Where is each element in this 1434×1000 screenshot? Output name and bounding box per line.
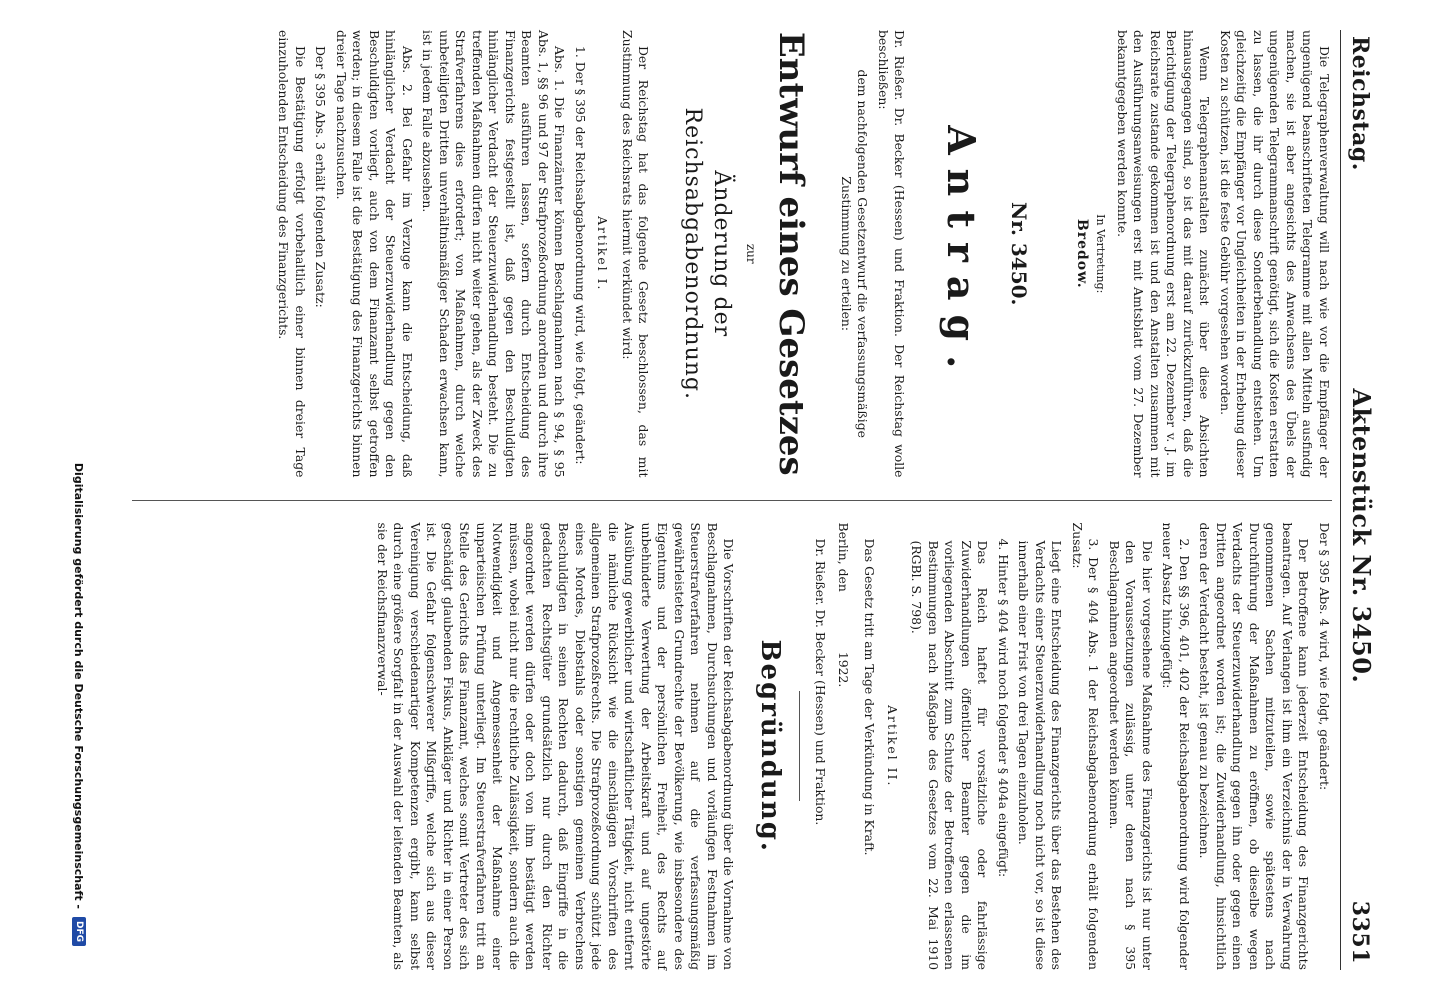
preamble: Der Reichstag hat das folgende Gesetz beschlossen, das mit Zustimmung des Reichsrats hiermit verkündet wird:	[619, 30, 652, 478]
paragraph-abs3-intro: Der § 395 Abs. 3 erhält folgenden Zusatz:	[313, 46, 329, 308]
paragraph-abs3: Die Bestätigung erfolgt vorbehaltlich einer binnen dreier Tage einzuholenden Entscheidung des Finanzgerichts.	[276, 30, 308, 478]
motion-text: Dr. Rießer. Dr. Becker (Hessen) und Fraktion. Der Reichstag wolle beschließen:	[875, 30, 908, 478]
list-item: 3. Der § 404 Abs. 1 der Reichsabgabenordnung erhält folgenden Zusatz:	[1070, 522, 1102, 970]
list-item: 2. Den §§ 396, 401, 402 der Reichsabgabenordnung wird folgender neuer Absatz hinzugefügt:	[1160, 522, 1192, 970]
header-center: Aktenstück Nr. 3450.	[1347, 388, 1376, 684]
list-item: 1. Der § 395 der Reichsabgabenordnung wird, wie folgt, geändert:	[572, 46, 588, 465]
article-heading: Artikel I.	[595, 216, 611, 292]
year: 1922.	[836, 651, 851, 688]
begruendung-heading: Begründung.	[755, 639, 785, 853]
left-column	[132, 30, 1332, 478]
dfg-logo: DFG	[72, 917, 86, 946]
digitization-note	[72, 6, 86, 946]
list-item-text: Das Reich haftet für vorsätzliche oder fahrlässige Zuwiderhandlungen öffentlicher Beamter gegen die im vorliegenden Abschnitt zum Schutze der Betroffenen erlassenen Bestimmungen nach Maßgabe des Gesetzes vom 22. Mai 1910 (RGBl. S. 798).	[909, 540, 991, 970]
paragraph: Die Vorschriften der Reichsabgabenordnung über die Vornahme von Beschlagnahmen, Durchsuchungen und vorläufigen Festnahmen im Steuerstrafverfahren nehmen auf die verfassungsmäßig gewährleisteten Grundrechte der Bevölkerung, wie insbesondere des Eigentums und der persönlichen Freiheit, des Rechts auf unbehinderte Verwertung der Arbeitskraft und auf ungestörte Ausübung gewerblicher und wirtschaftlicher Tätigkeit, nicht entfernt die nämliche Rücksicht wie die einschlägigen Vorschriften des allgemeinen Strafprozeßrechts. Die Strafprozeßordnung schützt jede eines Mordes, Diebstahls oder sonstigen gemeinen Verbrechens Beschuldigten in seinen Rechten dadurch, daß Eingriffe in die gedachten Rechtsgüter grundsätzlich nur durch den Richter angeordnet werden dürfen oder doch von ihm bestätigt werden müssen, wobei nicht nur die rechtliche Zulässigkeit, sondern auch die Notwendigkeit und Angemessenheit der Maßnahme einer unparteiischen Prüfung unterliegt. Im Steuerstrafverfahren tritt an Stelle des Gerichts das Finanzamt, welches somit Vertreter des sich geschädigt glaubenden Fiskus, Ankläger und Richter in einer Person ist. Die Gefahr folgenschwerer Mißgriffe, welche sich aus dieser Vereinigung verschiedenartiger Kompetenzen ergibt, kann selbst durch eine größere Sorgfalt in der Auswahl der leitenden Beamten, als sie der Reichsfinanzverwal-	[374, 522, 737, 970]
date-line	[835, 522, 852, 970]
signature-name: Bredow.	[1073, 218, 1090, 289]
page-number: 3351	[1347, 900, 1373, 964]
signature-prefix: In Vertretung:	[1094, 214, 1108, 294]
signers: Dr. Rießer. Dr. Becker (Hessen) und Fraktion.	[813, 538, 829, 826]
paragraph: Wenn Telegraphenanstalten zunächst über diese Absichten hinausgegangen sind, so ist das mit darauf zurückzuführen, daß die Berichtigung der Telegraphenordnung erst am 22. Dezember v. J. im Reichsrate zustande gekommen ist und den Anstalten zusammen mit den Ausführungsanweisungen erst mit Amtsblatt vom 27. Dezember bekanntgegeben werden konnte.	[1115, 30, 1213, 478]
bill-title-connector: zur	[743, 243, 758, 264]
paragraph: Der Betroffene kann jederzeit Entscheidung des Finanzgerichts beantragen. Auf Verlangen ist ihm ein Verzeichnis der in Verwahrung genommenen Sachen mitzuteilen, sowie spätestens nach Durchführung der Maßnahmen zu eröffnen, ob dieselbe wegen Verdachts der Steuerzuwiderhandlung gegen ihn oder gegen einen Dritten angeordnet worden ist; die Zuwiderhandlung, hinsichtlich deren der Verdacht besteht, ist genau zu bezeichnen.	[1197, 522, 1312, 970]
motion-text-2: dem nachfolgenden Gesetzentwurf die verfassungsmäßige Zustimmung zu erteilen:	[838, 69, 871, 438]
place-date: Berlin, den	[836, 522, 851, 592]
bill-subtitle: Änderung der Reichsabgabenordnung.	[679, 107, 734, 400]
section-rule	[799, 691, 800, 801]
digitization-text: Digitalisierung gefördert durch die Deutsche Forschungsgemeinschaft -	[72, 462, 86, 909]
paragraph-abs2: Abs. 2. Bei Gefahr im Verzuge kann die Entscheidung, daß hinlänglicher Verdacht der Steuerzuwiderhandlung gegen den Beschuldigten vorliegt, auch von dem Finanzamt selbst getroffen werden; in diesem Falle ist die Bestätigung des Finanzgerichts binnen dreier Tage nachzusuchen.	[333, 30, 415, 478]
column-divider	[132, 500, 1332, 501]
right-column	[132, 522, 1332, 970]
paragraph: Die Telegraphenverwaltung will nach wie vor die Empfänger der ungenügend beanschrifteten Telegramme mit allen Mitteln ausfindig machen, sie ist aber angesichts des Anwachsens des Übels der ungenügenden Telegrammanschrift genötigt, sich die Kosten erstatten zu lassen, die ihr durch diese Sonderbehandlung entstehen. Um gleichzeitig die Empfänger vor Ungleichheiten in der Erhebung dieser Kosten zu schützen, ist die feste Gebühr vorgesehen worden.	[1218, 30, 1332, 478]
running-head	[1340, 30, 1376, 970]
page-content	[126, 30, 1376, 970]
paragraph-abs1: Abs. 1. Die Finanzämter können Beschlagnahmen nach § 94, § 95 Abs. 1, §§ 96 und 97 der Strafprozeßordnung anordnen und durch ihre Beamten ausführen lassen, sofern durch Entscheidung des Finanzgerichts festgestellt ist, daß gegen den Beschuldigten hinlänglicher Verdacht der Steuerzuwiderhandlung besteht. Die zu treffenden Maßnahmen dürfen nicht weiter gehen, als der Zweck des Strafverfahrens dies erfordert; von Maßnahmen, durch welche unbeteiligten Dritten unverhältnismäßiger Schaden erwachsen kann, ist in jedem Falle abzusehen.	[420, 30, 568, 478]
antrag-heading: Antrag.	[938, 125, 984, 383]
list-item-text: Die hier vorgesehene Maßnahme des Finanzgerichts ist nur unter den Voraussetzungen zulässig, unter denen nach § 395 Beschlagnahmen angeordnet werden können.	[1107, 540, 1155, 970]
list-item: 4. Hinter § 404 wird noch folgender § 404a eingefügt:	[996, 538, 1011, 878]
paragraph-intro: Der § 395 Abs. 4 wird, wie folgt, geändert:	[1317, 522, 1332, 791]
paragraph: Das Gesetz tritt am Tage der Verkündung in Kraft.	[862, 538, 878, 856]
bill-title: Entwurf eines Gesetzes	[771, 31, 812, 476]
document-number: Nr. 3450.	[1007, 201, 1032, 306]
list-item-text: Liegt eine Entscheidung des Finanzgerichts über das Bestehen des Verdachts einer Steuerzuwiderhandlung noch nicht vor, so ist diese innerhalb einer Frist von drei Tagen einzuholen.	[1016, 540, 1065, 970]
text-columns	[132, 30, 1332, 970]
article-heading: Artikel II.	[885, 705, 900, 788]
header-left: Reichstag.	[1347, 36, 1373, 171]
